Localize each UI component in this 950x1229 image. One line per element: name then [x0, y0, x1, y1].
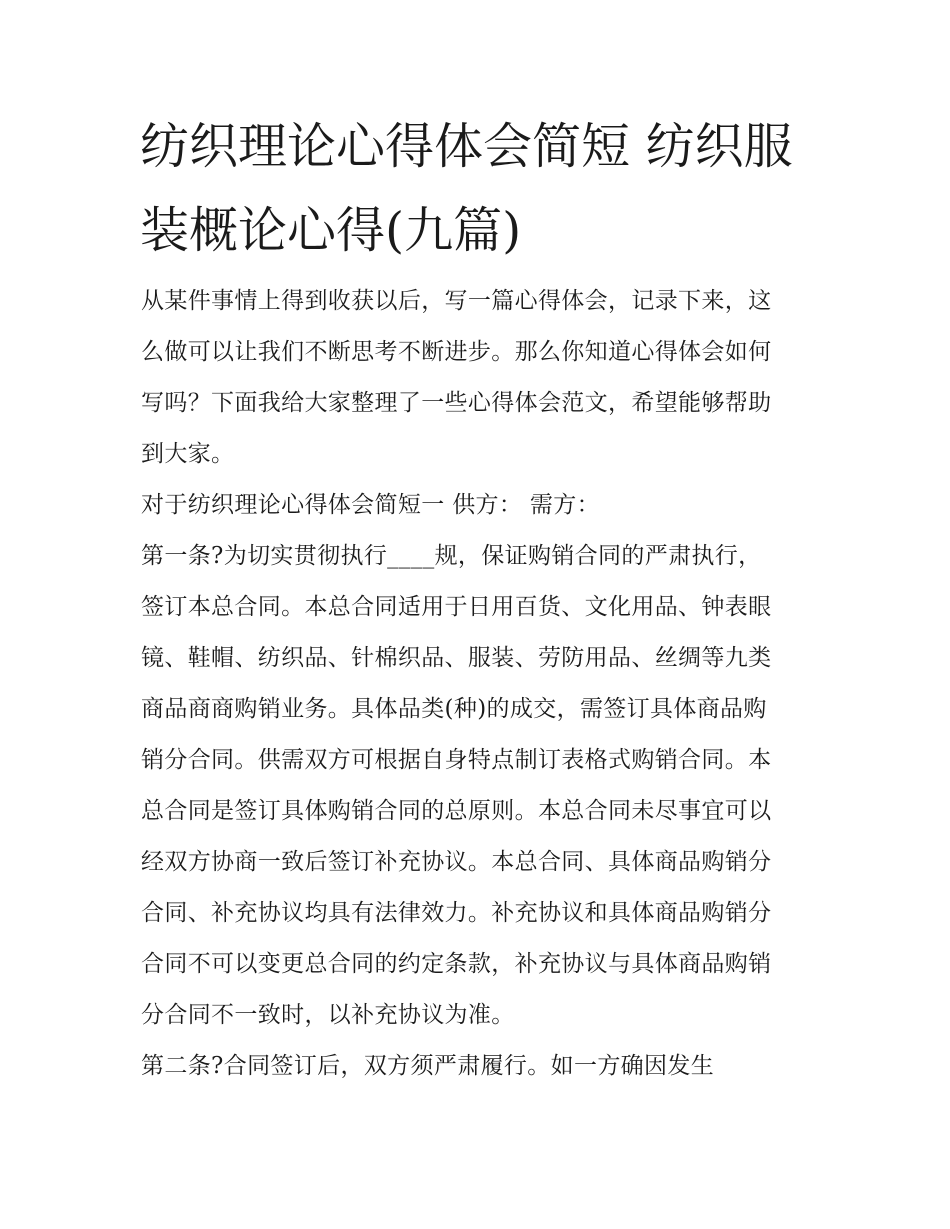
- body-line-10: 销分合同。供需双方可根据自身特点制订表格式购销合同。本: [141, 747, 772, 773]
- body-line-12: 经双方协商一致后签订补充协议。本总合同、具体商品购销分: [141, 849, 772, 875]
- document-title-line-1: 纺织理论心得体会简短 纺织服: [140, 118, 793, 175]
- body-line-16: 第二条?合同签订后，双方须严肃履行。如一方确因发生: [141, 1053, 715, 1079]
- body-line-9: 商品商商购销业务。具体品类(种)的成交，需签订具体商品购: [141, 696, 767, 722]
- body-line-13: 合同、补充协议均具有法律效力。补充协议和具体商品购销分: [141, 900, 772, 926]
- body-line-5: 对于纺织理论心得体会简短一 供方： 需方：: [141, 492, 600, 518]
- body-line-3: 写吗？下面我给大家整理了一些心得体会范文，希望能够帮助: [141, 390, 772, 416]
- body-line-11: 总合同是签订具体购销合同的总原则。本总合同未尽事宜可以: [141, 798, 772, 824]
- body-line-1: 从某件事情上得到收获以后，写一篇心得体会，记录下来，这: [141, 288, 772, 314]
- body-line-7: 签订本总合同。本总合同适用于日用百货、文化用品、钟表眼: [141, 594, 772, 620]
- body-line-4: 到大家。: [141, 441, 235, 467]
- body-line-2: 么做可以让我们不断思考不断进步。那么你知道心得体会如何: [141, 339, 772, 365]
- body-line-8: 镜、鞋帽、纺织品、针棉织品、服装、劳防用品、丝绸等九类: [141, 645, 772, 671]
- body-line-15: 分合同不一致时，以补充协议为准。: [141, 1002, 515, 1028]
- body-line-6: 第一条?为切实贯彻执行____规，保证购销合同的严肃执行，: [141, 543, 762, 569]
- document-title-line-2: 装概论心得(九篇): [140, 202, 522, 259]
- body-line-14: 合同不可以变更总合同的约定条款，补充协议与具体商品购销: [141, 951, 772, 977]
